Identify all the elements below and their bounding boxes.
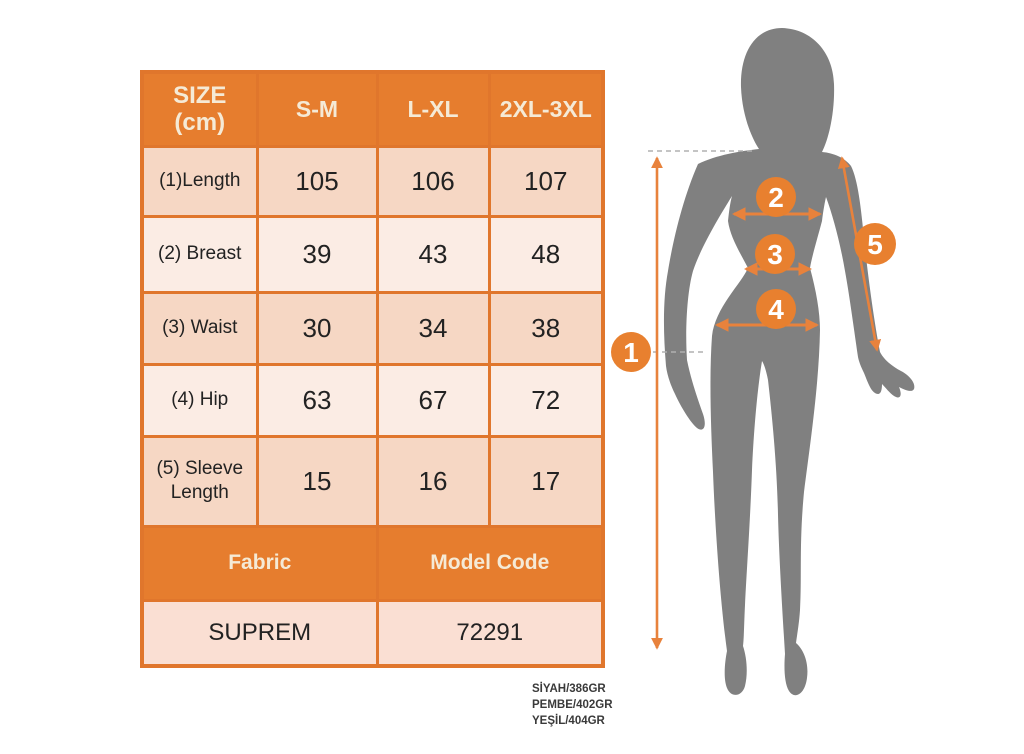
table-footer-header-row	[142, 526, 603, 600]
sleeve-lxl: 16	[377, 436, 489, 526]
breast-sm: 39	[257, 216, 377, 292]
row-label-waist: (3) Waist	[142, 292, 257, 364]
body-silhouette-image	[664, 28, 914, 695]
waist-2xl3xl: 38	[489, 292, 603, 364]
row-label-breast: (2) Breast	[142, 216, 257, 292]
size-table	[140, 70, 605, 668]
color-code-green: YEŞİL/404GR	[532, 715, 605, 727]
breast-lxl: 43	[377, 216, 489, 292]
hip-sm: 63	[257, 364, 377, 436]
marker-5	[854, 223, 896, 265]
fabric-header: Fabric	[142, 526, 377, 600]
row-label-length: (1)Length	[142, 146, 257, 216]
marker-2-label: 2	[768, 182, 784, 213]
row-label-hip: (4) Hip	[142, 364, 257, 436]
row-label-sleeve: (5) Sleeve Length	[142, 436, 257, 526]
marker-5-label: 5	[867, 229, 883, 260]
length-lxl: 106	[377, 146, 489, 216]
table-row-hip	[142, 364, 603, 436]
breast-2xl3xl: 48	[489, 216, 603, 292]
sleeve-2xl3xl: 17	[489, 436, 603, 526]
waist-lxl: 34	[377, 292, 489, 364]
table-row-length	[142, 146, 603, 216]
hip-lxl: 67	[377, 364, 489, 436]
marker-3	[755, 234, 795, 274]
length-2xl3xl: 107	[489, 146, 603, 216]
waist-sm: 30	[257, 292, 377, 364]
table-row-sleeve	[142, 436, 603, 526]
column-header-sm: S-M	[257, 72, 377, 146]
marker-4	[756, 289, 796, 329]
column-header-2xl3xl: 2XL-3XL	[489, 72, 603, 146]
model-code-header: Model Code	[377, 526, 603, 600]
table-row-waist	[142, 292, 603, 364]
model-code-value: 72291	[377, 600, 603, 666]
marker-4-label: 4	[768, 294, 784, 325]
marker-2	[756, 177, 796, 217]
marker-3-label: 3	[767, 239, 783, 270]
length-sm: 105	[257, 146, 377, 216]
measurement-diagram	[600, 0, 1000, 754]
hip-2xl3xl: 72	[489, 364, 603, 436]
table-footer-value-row	[142, 600, 603, 666]
size-unit-header: SIZE (cm)	[142, 72, 257, 146]
table-header-row	[142, 72, 603, 146]
table-row-breast	[142, 216, 603, 292]
color-code-pink: PEMBE/402GR	[532, 699, 613, 711]
color-code-black: SİYAH/386GR	[532, 683, 606, 695]
marker-1	[611, 332, 651, 372]
color-weight-codes	[532, 681, 613, 729]
sleeve-sm: 15	[257, 436, 377, 526]
fabric-value: SUPREM	[142, 600, 377, 666]
column-header-lxl: L-XL	[377, 72, 489, 146]
marker-1-label: 1	[623, 337, 639, 368]
